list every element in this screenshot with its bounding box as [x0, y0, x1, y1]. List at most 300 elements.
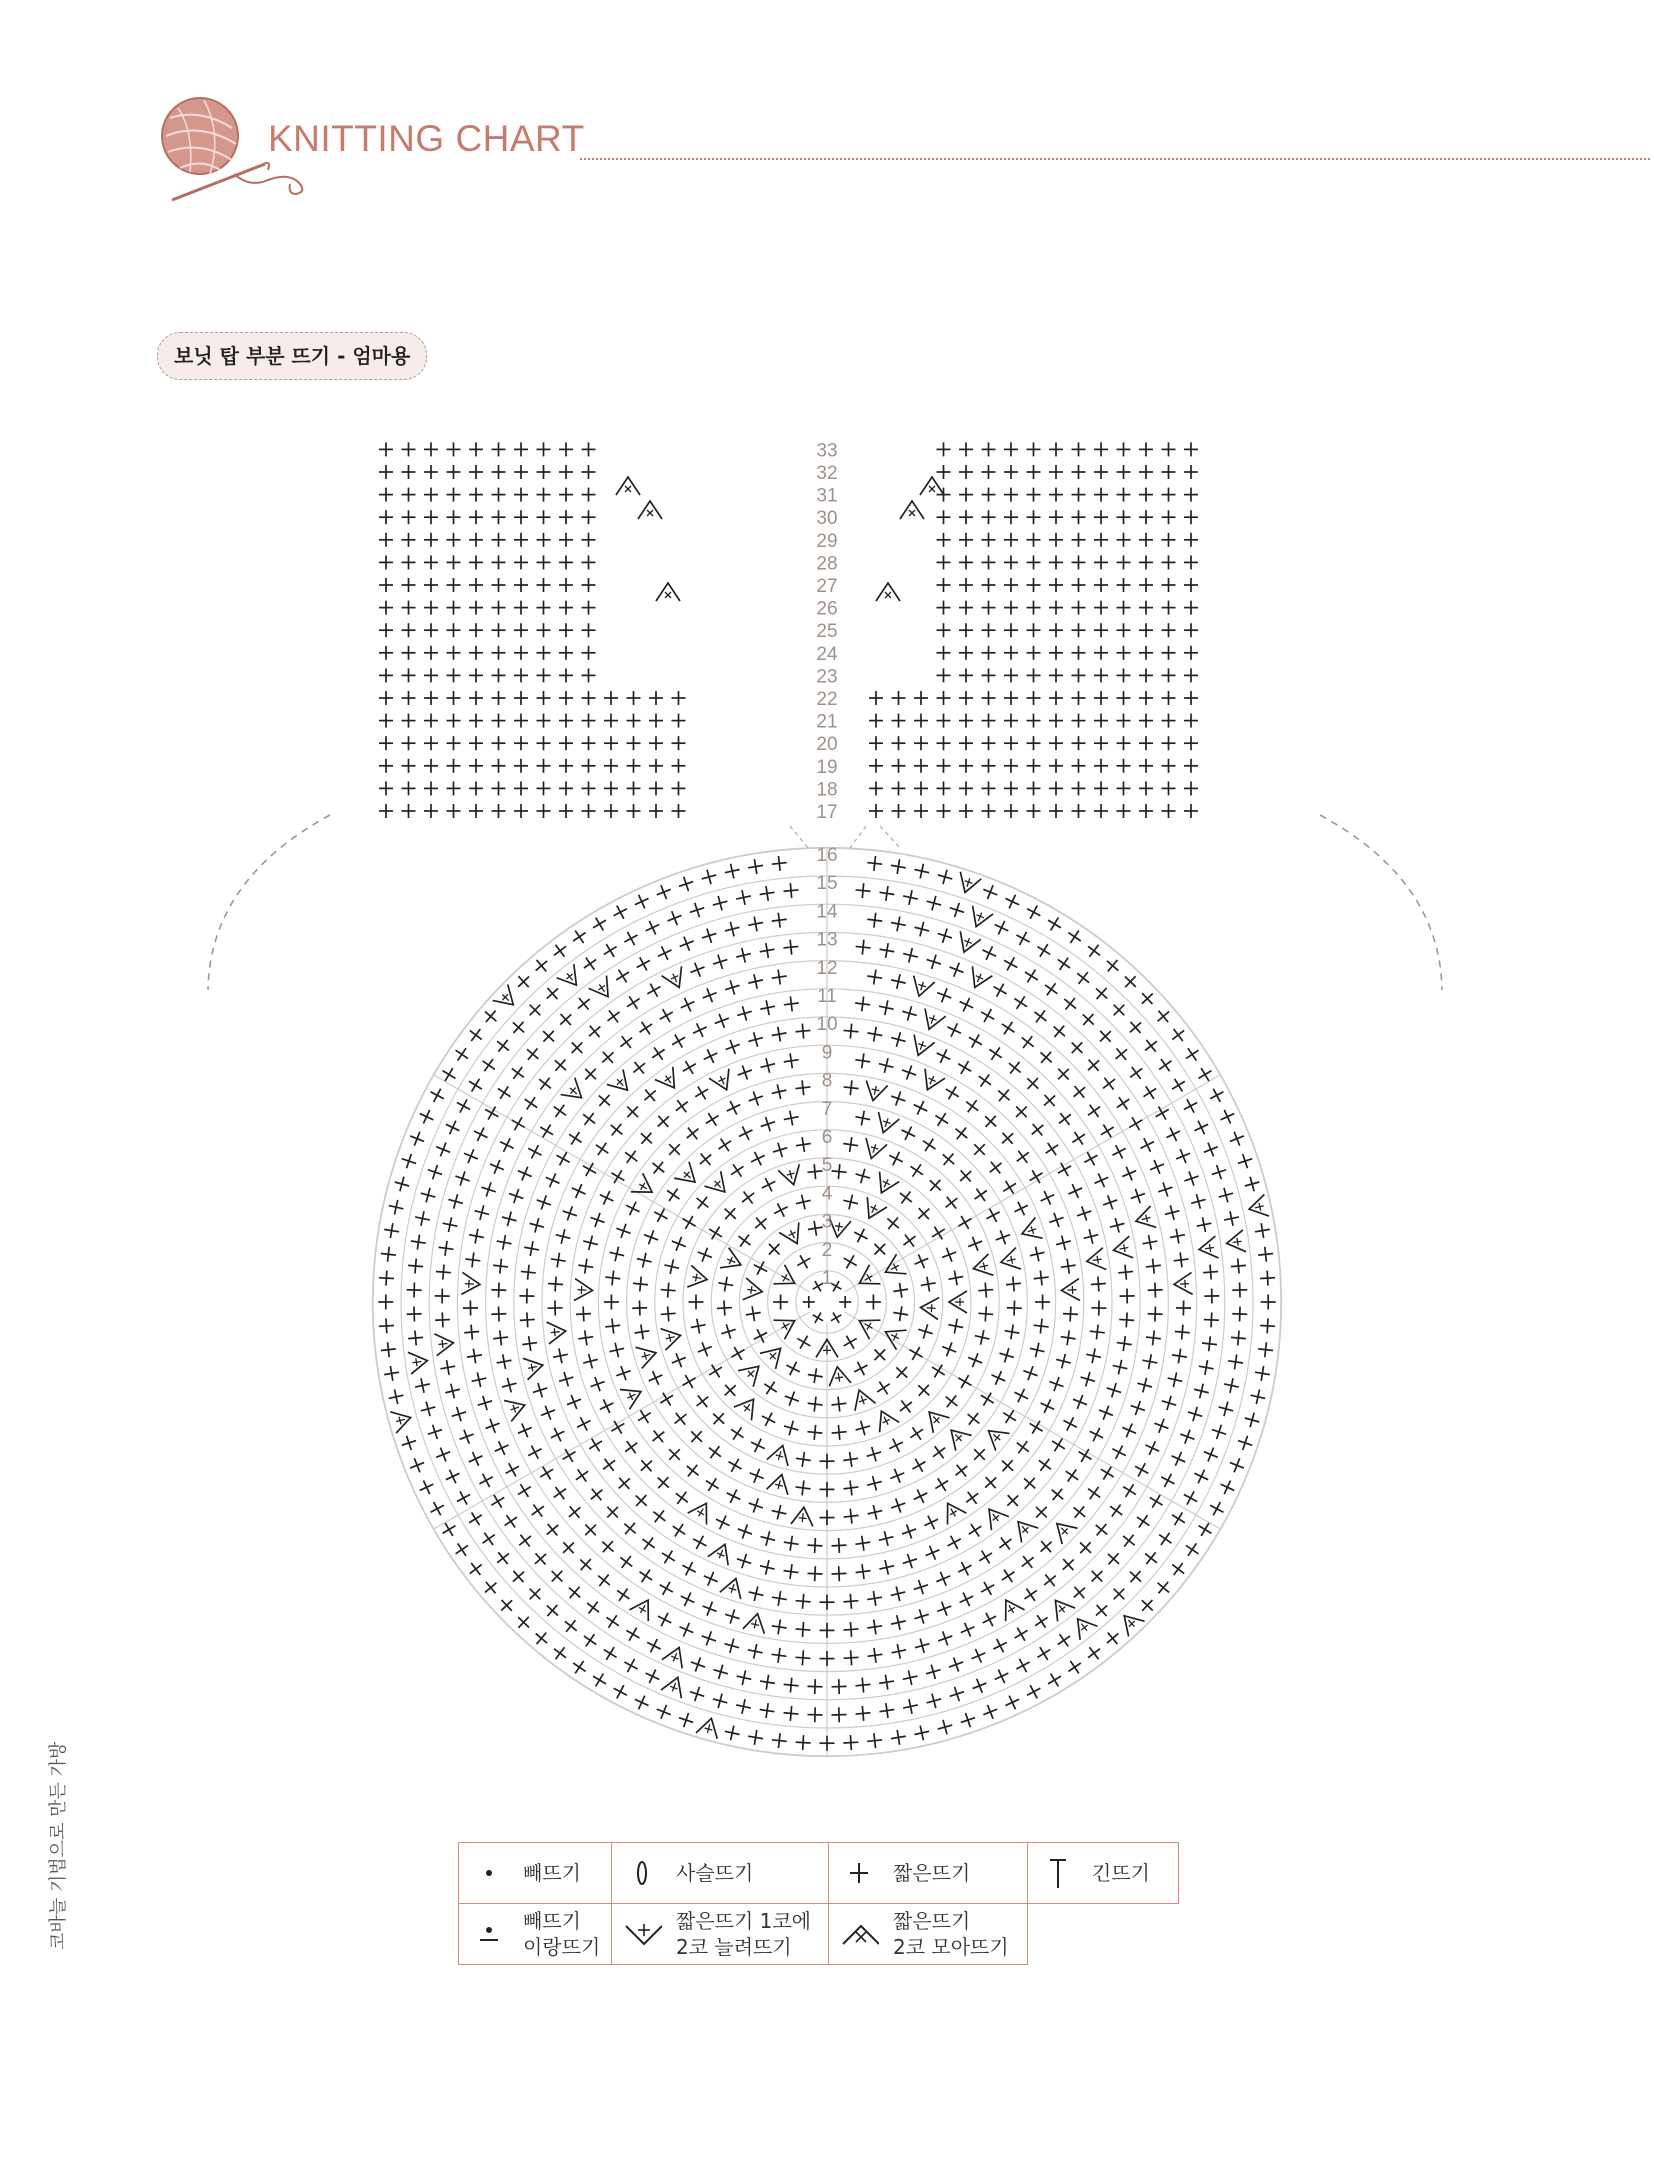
single-crochet-mark	[947, 1269, 965, 1287]
increase-mark	[738, 1358, 766, 1386]
single-crochet-mark	[1232, 1306, 1247, 1321]
single-crochet-mark	[495, 1353, 512, 1370]
single-crochet-mark	[644, 980, 664, 1000]
single-crochet-mark	[1178, 1427, 1197, 1446]
single-crochet-mark	[476, 1470, 496, 1490]
single-crochet-mark	[747, 858, 764, 875]
single-crochet-mark	[842, 1193, 860, 1211]
single-crochet-mark	[577, 1329, 594, 1346]
single-crochet-mark	[379, 465, 393, 479]
row-number: 26	[816, 598, 838, 620]
single-crochet-mark	[820, 1454, 835, 1469]
row-number: 22	[816, 689, 838, 710]
single-crochet-mark	[783, 939, 799, 955]
single-crochet-mark	[1184, 533, 1198, 547]
single-crochet-mark	[447, 555, 461, 569]
single-crochet-mark	[627, 714, 641, 728]
increase-mark	[998, 1248, 1020, 1273]
single-crochet-mark	[580, 953, 601, 974]
single-crochet-mark	[582, 578, 596, 592]
single-crochet-mark	[492, 442, 506, 456]
single-crochet-mark	[461, 1146, 481, 1166]
single-crochet-mark	[758, 1558, 776, 1576]
single-crochet-mark	[937, 578, 951, 592]
single-crochet-mark	[632, 1692, 652, 1712]
single-crochet-mark	[748, 1149, 768, 1169]
single-crochet-mark	[1066, 1037, 1087, 1058]
single-crochet-mark	[682, 1123, 703, 1144]
single-crochet-mark	[982, 488, 996, 502]
single-crochet-mark	[1126, 1113, 1146, 1133]
single-crochet-mark	[1012, 1437, 1033, 1458]
single-crochet-mark	[1109, 1142, 1129, 1162]
guide-arc	[208, 815, 330, 990]
single-crochet-icon	[844, 1858, 874, 1888]
single-crochet-mark	[935, 986, 954, 1005]
single-crochet-mark	[1095, 1026, 1116, 1047]
single-crochet-mark	[1182, 1539, 1203, 1560]
single-crochet-mark	[649, 691, 663, 705]
single-crochet-mark	[588, 1375, 607, 1394]
single-crochet-mark	[677, 934, 696, 953]
single-crochet-mark	[1072, 781, 1086, 795]
single-crochet-mark	[446, 1192, 464, 1210]
single-crochet-mark	[958, 1620, 978, 1640]
increase-mark	[1247, 1195, 1269, 1220]
single-crochet-mark	[1118, 1530, 1139, 1551]
single-crochet-mark	[649, 736, 663, 750]
single-crochet-mark	[956, 1589, 976, 1609]
single-crochet-mark	[1002, 892, 1022, 912]
single-crochet-mark	[582, 804, 596, 818]
single-crochet-mark	[417, 1107, 437, 1127]
single-crochet-mark	[1184, 781, 1198, 795]
single-crochet-mark	[892, 691, 906, 705]
single-crochet-mark	[1119, 1312, 1135, 1328]
single-crochet-mark	[912, 1251, 932, 1271]
single-crochet-mark	[492, 465, 506, 479]
single-crochet-mark	[1243, 1175, 1261, 1193]
single-crochet-mark	[379, 736, 393, 750]
single-crochet-mark	[635, 1018, 656, 1039]
single-crochet-mark	[1062, 1465, 1083, 1486]
single-crochet-mark	[1160, 1394, 1179, 1413]
single-crochet-mark	[582, 442, 596, 456]
single-crochet-mark	[1091, 1519, 1112, 1540]
single-crochet-mark	[735, 1698, 753, 1716]
single-crochet-mark	[1004, 1057, 1025, 1078]
single-crochet-mark	[854, 1167, 873, 1186]
single-crochet-mark	[379, 555, 393, 569]
single-crochet-mark	[1072, 533, 1086, 547]
single-crochet-mark	[649, 714, 663, 728]
single-crochet-mark	[604, 804, 618, 818]
single-crochet-mark	[492, 646, 506, 660]
single-crochet-mark	[764, 1239, 785, 1260]
single-crochet-mark	[402, 714, 416, 728]
single-crochet-mark	[559, 646, 573, 660]
single-crochet-mark	[627, 691, 641, 705]
single-crochet-mark	[983, 1205, 1003, 1225]
single-crochet-mark	[1027, 1119, 1048, 1140]
single-crochet-mark	[648, 1157, 669, 1178]
single-crochet-mark	[937, 623, 951, 637]
single-crochet-mark	[380, 1246, 397, 1263]
single-crochet-mark	[582, 691, 596, 705]
single-crochet-mark	[407, 1330, 423, 1346]
single-crochet-mark	[810, 1310, 826, 1326]
guide-connector	[850, 826, 866, 848]
single-crochet-mark	[1058, 1554, 1079, 1575]
single-crochet-mark	[898, 1123, 918, 1143]
single-crochet-mark	[414, 1210, 432, 1228]
single-crochet-mark	[771, 969, 788, 986]
single-crochet-mark	[869, 1239, 890, 1260]
single-crochet-mark	[1072, 623, 1086, 637]
single-crochet-mark	[492, 623, 506, 637]
single-crochet-mark	[1097, 1121, 1118, 1142]
single-crochet-mark	[1060, 1414, 1080, 1434]
single-crochet-mark	[1010, 992, 1031, 1013]
single-crochet-mark	[771, 1618, 788, 1635]
increase-mark	[709, 1069, 737, 1095]
single-crochet-mark	[989, 1368, 1009, 1388]
single-crochet-mark	[965, 1234, 984, 1253]
single-crochet-mark	[469, 759, 483, 773]
single-crochet-mark	[1091, 983, 1112, 1004]
single-crochet-mark	[1011, 1624, 1032, 1645]
single-crochet-mark	[492, 578, 506, 592]
single-crochet-mark	[947, 1685, 966, 1704]
single-crochet-mark	[632, 1276, 648, 1292]
row-number: 31	[816, 485, 838, 507]
increase-mark	[493, 984, 521, 1012]
single-crochet-mark	[866, 855, 883, 872]
single-crochet-mark	[1072, 691, 1086, 705]
decrease-mark	[876, 583, 900, 601]
single-crochet-mark	[633, 1323, 650, 1340]
single-crochet-mark	[1004, 804, 1018, 818]
single-crochet-mark	[1217, 1186, 1235, 1204]
single-crochet-mark	[1072, 714, 1086, 728]
increase-mark	[655, 1067, 683, 1094]
single-crochet-mark	[648, 1043, 669, 1064]
single-crochet-mark	[1119, 1421, 1139, 1441]
single-crochet-mark	[855, 1705, 871, 1721]
single-crochet-mark	[1155, 1528, 1176, 1549]
single-crochet-mark	[1217, 1400, 1235, 1418]
single-crochet-mark	[962, 1096, 983, 1117]
single-crochet-mark	[688, 901, 707, 920]
increase-mark	[980, 1502, 1008, 1530]
row-number: 32	[816, 463, 838, 484]
single-crochet-mark	[795, 1735, 811, 1751]
single-crochet-mark	[1117, 601, 1131, 615]
single-crochet-mark	[1195, 1064, 1216, 1085]
single-crochet-mark	[937, 533, 951, 547]
single-crochet-mark	[1111, 1358, 1129, 1376]
single-crochet-mark	[1117, 623, 1131, 637]
single-crochet-mark	[534, 1193, 553, 1212]
single-crochet-mark	[909, 1455, 929, 1475]
single-crochet-mark	[424, 646, 438, 660]
single-crochet-mark	[522, 1044, 543, 1065]
single-crochet-mark	[466, 1347, 483, 1364]
single-crochet-mark	[614, 1473, 635, 1494]
single-crochet-mark	[427, 1085, 447, 1105]
single-crochet-mark	[524, 1583, 545, 1604]
single-crochet-mark	[435, 1288, 450, 1303]
single-crochet-mark	[947, 1655, 966, 1674]
increase-mark	[636, 1342, 660, 1368]
single-crochet-mark	[669, 1234, 688, 1253]
sc-increase-icon	[622, 1918, 662, 1950]
single-crochet-mark	[1007, 1300, 1022, 1315]
single-crochet-mark	[1184, 510, 1198, 524]
single-crochet-mark	[548, 1425, 568, 1445]
single-crochet-mark	[1027, 555, 1041, 569]
single-crochet-mark	[1169, 1227, 1187, 1245]
guide-connector	[880, 826, 900, 848]
increase-mark	[943, 1422, 971, 1450]
single-crochet-mark	[719, 1322, 738, 1341]
row-number: 21	[816, 711, 838, 733]
row-number: 20	[816, 734, 838, 756]
single-crochet-mark	[702, 1474, 723, 1495]
single-crochet-mark	[914, 736, 928, 750]
round-number: 2	[821, 1239, 833, 1261]
single-crochet-mark	[985, 1157, 1006, 1178]
single-crochet-mark	[582, 555, 596, 569]
single-crochet-mark	[476, 1394, 495, 1413]
increase-mark	[760, 1341, 788, 1369]
single-crochet-mark	[947, 960, 966, 979]
single-crochet-mark	[1260, 1318, 1276, 1334]
single-crochet-mark	[492, 488, 506, 502]
single-crochet-mark	[855, 939, 871, 955]
single-crochet-mark	[670, 1408, 691, 1429]
single-crochet-mark	[771, 1141, 790, 1160]
single-crochet-mark	[795, 1593, 811, 1609]
single-crochet-mark	[938, 1149, 959, 1170]
single-crochet-mark	[794, 1193, 812, 1211]
single-crochet-mark	[424, 555, 438, 569]
increase-mark	[620, 1382, 646, 1410]
single-crochet-mark	[1072, 465, 1086, 479]
single-crochet-mark	[959, 781, 973, 795]
single-crochet-mark	[831, 1163, 847, 1179]
single-crochet-mark	[1125, 1017, 1146, 1038]
single-crochet-mark	[795, 1451, 812, 1468]
single-crochet-mark	[771, 912, 788, 929]
single-crochet-mark	[1101, 1193, 1120, 1212]
single-crochet-mark	[1139, 623, 1153, 637]
single-crochet-mark	[672, 736, 686, 750]
single-crochet-mark	[869, 759, 883, 773]
legend-item: 사슬뜨기	[622, 1858, 818, 1888]
single-crochet-mark	[1072, 555, 1086, 569]
single-crochet-mark	[782, 1109, 800, 1127]
single-crochet-mark	[980, 1111, 1001, 1132]
single-crochet-mark	[840, 1252, 860, 1272]
single-crochet-mark	[941, 1192, 962, 1213]
single-crochet-mark	[959, 601, 973, 615]
single-crochet-mark	[869, 781, 883, 795]
single-crochet-mark	[610, 1682, 630, 1702]
single-crochet-mark	[1117, 555, 1131, 569]
single-crochet-mark	[583, 1597, 604, 1618]
single-crochet-mark	[843, 1023, 859, 1039]
single-crochet-mark	[955, 1371, 975, 1391]
single-crochet-mark	[1083, 1055, 1104, 1076]
single-crochet-mark	[1072, 442, 1086, 456]
single-crochet-mark	[869, 804, 883, 818]
single-crochet-mark	[1002, 1692, 1022, 1712]
decrease-mark	[656, 583, 680, 601]
single-crochet-mark	[831, 1424, 847, 1440]
single-crochet-mark	[759, 1056, 777, 1074]
single-crochet-mark	[1162, 691, 1176, 705]
single-crochet-mark	[1094, 533, 1108, 547]
single-crochet-mark	[514, 510, 528, 524]
single-crochet-mark	[534, 1073, 555, 1094]
double-crochet-icon	[1043, 1856, 1073, 1890]
single-crochet-mark	[1153, 1577, 1174, 1598]
single-crochet-mark	[959, 623, 973, 637]
single-crochet-mark	[1049, 578, 1063, 592]
single-crochet-mark	[549, 940, 570, 961]
single-crochet-mark	[959, 442, 973, 456]
single-crochet-mark	[869, 736, 883, 750]
single-crochet-mark	[663, 1258, 681, 1276]
single-crochet-mark	[990, 1636, 1010, 1656]
row-number: 27	[816, 576, 838, 597]
single-crochet-mark	[658, 1547, 679, 1568]
single-crochet-mark	[469, 714, 483, 728]
single-crochet-mark	[580, 1063, 601, 1084]
single-crochet-mark	[866, 1618, 883, 1635]
single-crochet-mark	[492, 804, 506, 818]
single-crochet-mark	[1168, 1449, 1188, 1469]
single-crochet-mark	[937, 555, 951, 569]
single-crochet-mark	[965, 1520, 986, 1541]
single-crochet-mark	[1094, 714, 1108, 728]
single-crochet-mark	[690, 1020, 710, 1040]
single-crochet-mark	[889, 1030, 907, 1048]
single-crochet-mark	[982, 601, 996, 615]
single-crochet-mark	[424, 465, 438, 479]
single-crochet-mark	[559, 804, 573, 818]
single-crochet-mark	[600, 1643, 621, 1664]
single-crochet-mark	[559, 510, 573, 524]
single-crochet-mark	[524, 999, 545, 1020]
single-crochet-mark	[514, 488, 528, 502]
single-crochet-mark	[982, 736, 996, 750]
single-crochet-mark	[1156, 1180, 1175, 1199]
single-crochet-mark	[514, 691, 528, 705]
single-crochet-mark	[656, 1578, 676, 1598]
increase-mark	[1085, 1248, 1106, 1273]
single-crochet-mark	[1003, 1323, 1020, 1340]
single-crochet-mark	[1184, 736, 1198, 750]
single-crochet-mark	[515, 1164, 535, 1184]
single-crochet-mark	[1162, 804, 1176, 818]
single-crochet-mark	[855, 882, 871, 898]
single-crochet-mark	[500, 1376, 518, 1394]
single-crochet-mark	[807, 1679, 822, 1694]
single-crochet-mark	[831, 1707, 846, 1722]
round-number: 1	[821, 1268, 833, 1289]
single-crochet-mark	[1004, 668, 1018, 682]
single-crochet-mark	[1044, 1670, 1065, 1691]
single-crochet-mark	[1049, 465, 1063, 479]
increase-mark	[523, 1354, 545, 1379]
single-crochet-mark	[649, 781, 663, 795]
single-crochet-mark	[406, 1306, 421, 1321]
single-crochet-mark	[1102, 955, 1123, 976]
single-crochet-mark	[520, 1093, 541, 1114]
single-crochet-mark	[1162, 578, 1176, 592]
single-crochet-mark	[604, 759, 618, 773]
single-crochet-mark	[677, 874, 696, 893]
single-crochet-mark	[433, 1140, 452, 1159]
single-crochet-mark	[492, 781, 506, 795]
single-crochet-mark	[959, 804, 973, 818]
increase-mark	[791, 1506, 815, 1526]
single-crochet-mark	[547, 1300, 562, 1315]
single-crochet-mark	[559, 578, 573, 592]
single-crochet-mark	[1049, 804, 1063, 818]
single-crochet-mark	[559, 714, 573, 728]
single-crochet-mark	[982, 759, 996, 773]
single-crochet-mark	[759, 885, 776, 902]
single-crochet-mark	[1049, 555, 1063, 569]
slip-stitch-back-loop-icon	[474, 1919, 504, 1949]
single-crochet-mark	[895, 1187, 916, 1208]
single-crochet-mark	[839, 1296, 851, 1308]
single-crochet-mark	[980, 1472, 1001, 1493]
single-crochet-mark	[1146, 1491, 1167, 1512]
single-crochet-mark	[1180, 1096, 1200, 1116]
single-crochet-mark	[1002, 1490, 1023, 1511]
single-crochet-mark	[580, 1519, 601, 1540]
single-crochet-mark	[782, 1389, 801, 1408]
single-crochet-mark	[655, 1609, 675, 1629]
single-crochet-mark	[1249, 1388, 1267, 1406]
increase-mark	[971, 1254, 993, 1279]
single-crochet-mark	[947, 1317, 965, 1335]
single-crochet-mark	[1049, 488, 1063, 502]
single-crochet-mark	[1139, 759, 1153, 773]
single-crochet-mark	[379, 510, 393, 524]
single-crochet-mark	[1091, 1300, 1106, 1315]
single-crochet-mark	[1184, 804, 1198, 818]
single-crochet-mark	[1069, 1081, 1090, 1102]
increase-mark	[708, 1540, 735, 1565]
single-crochet-mark	[542, 1519, 563, 1540]
single-crochet-mark	[1020, 1584, 1041, 1605]
single-crochet-mark	[537, 804, 551, 818]
single-crochet-mark	[1174, 1324, 1190, 1340]
single-crochet-mark	[682, 1460, 703, 1481]
single-crochet-mark	[672, 691, 686, 705]
single-crochet-mark	[447, 668, 461, 682]
single-crochet-mark	[1139, 601, 1153, 615]
single-crochet-mark	[508, 1017, 529, 1038]
row-number: 18	[816, 779, 838, 801]
single-crochet-mark	[632, 892, 652, 912]
single-crochet-mark	[770, 1503, 788, 1521]
